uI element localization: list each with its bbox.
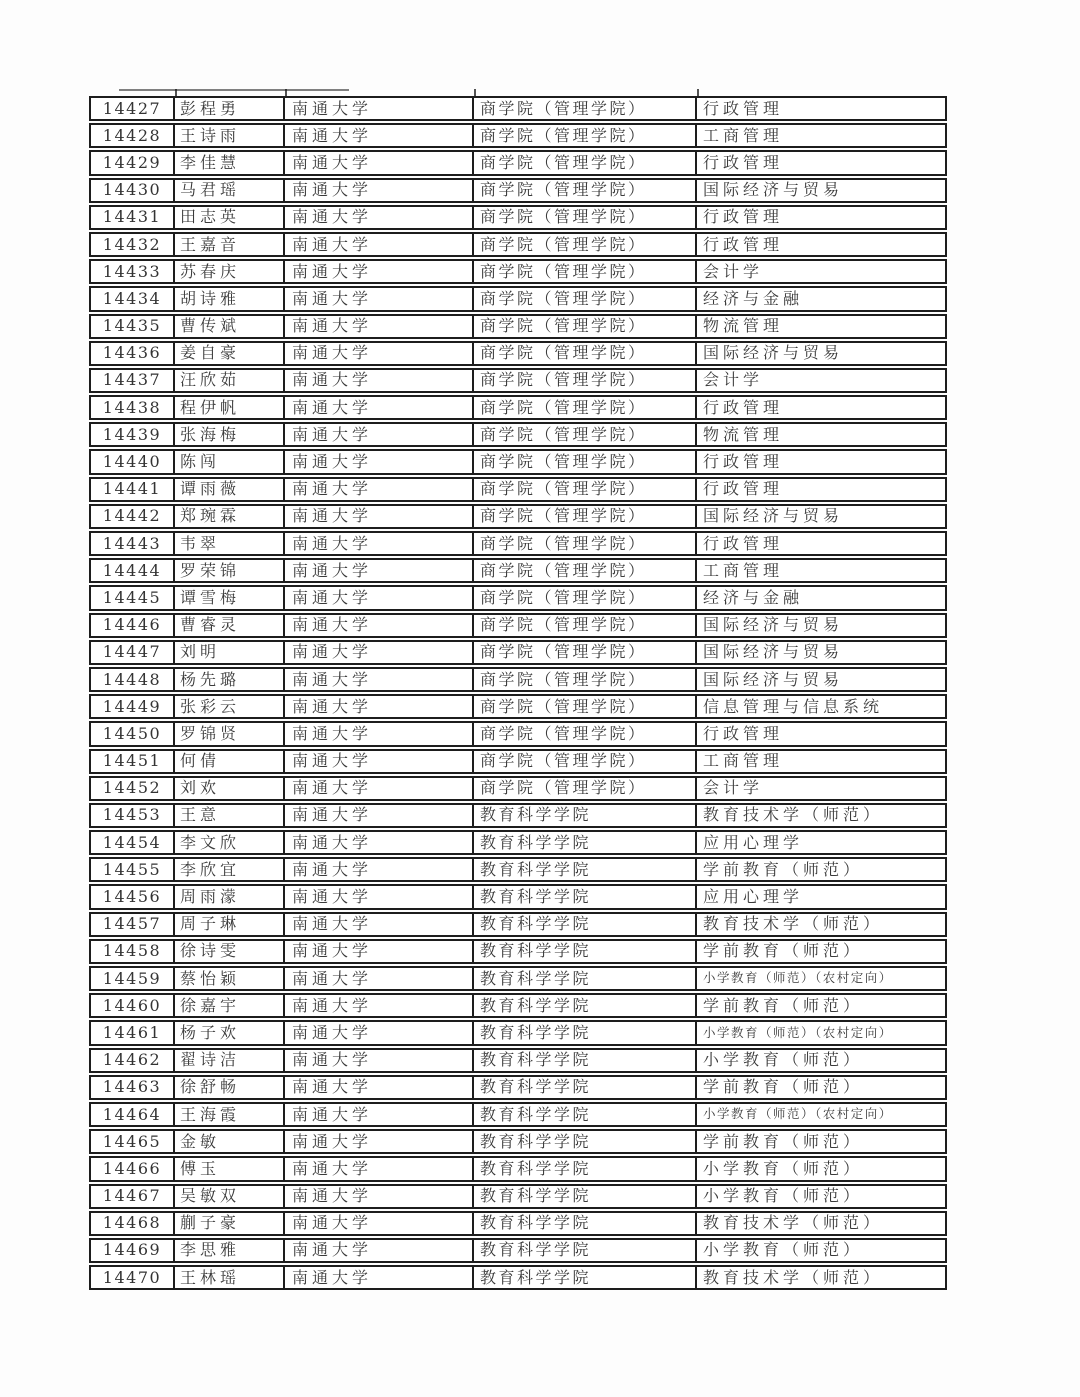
cell-candidate-id: 14439 <box>91 424 175 445</box>
table-row <box>89 422 947 447</box>
cell-candidate-id: 14435 <box>91 316 175 337</box>
cell-university: 南通大学 <box>285 1267 474 1288</box>
table-row <box>89 259 947 284</box>
cell-candidate-id: 14469 <box>91 1240 175 1261</box>
cell-major: 教育技术学（师范） <box>703 1267 884 1287</box>
cell-candidate-name: 徐诗雯 <box>175 941 285 962</box>
cell-candidate-id: 14441 <box>91 479 175 500</box>
cell-university: 南通大学 <box>285 560 474 581</box>
cell-college: 商学院（管理学院） <box>474 343 697 364</box>
cell-candidate-id: 14451 <box>91 751 175 772</box>
cell-college: 教育科学学院 <box>474 1267 697 1288</box>
cell-university: 南通大学 <box>285 642 474 663</box>
table-row <box>89 232 947 257</box>
cell-major: 国际经济与贸易 <box>703 669 844 689</box>
cell-college: 商学院（管理学院） <box>474 533 697 554</box>
admission-table <box>89 96 947 1292</box>
cell-major: 国际经济与贸易 <box>703 506 844 526</box>
cell-candidate-name: 韦翠 <box>175 533 285 554</box>
cell-major: 学前教育（师范） <box>703 995 864 1015</box>
cell-candidate-name: 张海梅 <box>175 424 285 445</box>
cell-candidate-name: 刘明 <box>175 642 285 663</box>
cell-candidate-name: 王海霞 <box>175 1104 285 1125</box>
cell-university: 南通大学 <box>285 533 474 554</box>
cell-major: 学前教育（师范） <box>703 1131 864 1151</box>
cell-candidate-name: 陈闯 <box>175 451 285 472</box>
cell-candidate-name: 徐嘉宇 <box>175 995 285 1016</box>
table-cutoff-stub <box>285 89 287 96</box>
cell-candidate-id: 14465 <box>91 1131 175 1152</box>
cell-university: 南通大学 <box>285 98 474 119</box>
cell-college: 教育科学学院 <box>474 1131 697 1152</box>
cell-candidate-id: 14432 <box>91 234 175 255</box>
cell-candidate-name: 曹传斌 <box>175 316 285 337</box>
cell-major: 国际经济与贸易 <box>703 642 844 662</box>
table-row <box>89 477 947 502</box>
cell-university: 南通大学 <box>285 1131 474 1152</box>
table-row <box>89 150 947 175</box>
cell-candidate-id: 14470 <box>91 1267 175 1288</box>
cell-college: 教育科学学院 <box>474 832 697 853</box>
table-row <box>89 721 947 746</box>
cell-major: 小学教育（师范）（农村定向） <box>703 1106 893 1122</box>
cell-college: 商学院（管理学院） <box>474 125 697 146</box>
cell-candidate-name: 周子琳 <box>175 914 285 935</box>
cell-major: 行政管理 <box>703 98 784 118</box>
table-row <box>89 912 947 937</box>
cell-candidate-name: 彭程勇 <box>175 98 285 119</box>
cell-major: 小学教育（师范） <box>703 1240 864 1260</box>
cell-major: 物流管理 <box>703 316 784 336</box>
cell-major: 行政管理 <box>703 152 784 172</box>
cell-candidate-id: 14442 <box>91 506 175 527</box>
cell-college: 商学院（管理学院） <box>474 207 697 228</box>
cell-candidate-id: 14453 <box>91 805 175 826</box>
table-row <box>89 966 947 991</box>
table-row <box>89 667 947 692</box>
table-row <box>89 341 947 366</box>
table-cutoff-stub <box>175 89 177 96</box>
cell-candidate-id: 14449 <box>91 696 175 717</box>
cell-major: 小学教育（师范） <box>703 1050 864 1070</box>
cell-candidate-name: 蔡怡颖 <box>175 968 285 989</box>
cell-college: 教育科学学院 <box>474 1050 697 1071</box>
cell-major: 应用心理学 <box>703 832 804 852</box>
cell-college: 商学院（管理学院） <box>474 370 697 391</box>
cell-major: 教育技术学（师范） <box>703 914 884 934</box>
cell-candidate-id: 14460 <box>91 995 175 1016</box>
cell-candidate-id: 14458 <box>91 941 175 962</box>
cell-university: 南通大学 <box>285 234 474 255</box>
cell-college: 教育科学学院 <box>474 1077 697 1098</box>
cell-university: 南通大学 <box>285 995 474 1016</box>
cell-college: 商学院（管理学院） <box>474 180 697 201</box>
cell-college: 商学院（管理学院） <box>474 316 697 337</box>
cell-candidate-id: 14429 <box>91 152 175 173</box>
table-row <box>89 123 947 148</box>
cell-college: 商学院（管理学院） <box>474 152 697 173</box>
cell-major: 行政管理 <box>703 723 784 743</box>
cell-major: 工商管理 <box>703 125 784 145</box>
cell-university: 南通大学 <box>285 968 474 989</box>
cell-major: 会计学 <box>703 370 764 390</box>
cell-candidate-id: 14459 <box>91 968 175 989</box>
cell-major: 学前教育（师范） <box>703 859 864 879</box>
table-row <box>89 449 947 474</box>
cell-major: 经济与金融 <box>703 587 804 607</box>
table-cutoff-stub <box>474 89 476 96</box>
cell-college: 教育科学学院 <box>474 968 697 989</box>
cell-university: 南通大学 <box>285 778 474 799</box>
cell-college: 教育科学学院 <box>474 995 697 1016</box>
cell-major: 学前教育（师范） <box>703 941 864 961</box>
cell-candidate-id: 14446 <box>91 615 175 636</box>
cell-university: 南通大学 <box>285 288 474 309</box>
cell-candidate-name: 王林瑶 <box>175 1267 285 1288</box>
table-row <box>89 694 947 719</box>
cell-candidate-id: 14428 <box>91 125 175 146</box>
cell-college: 商学院（管理学院） <box>474 288 697 309</box>
cell-candidate-name: 蒯子豪 <box>175 1213 285 1234</box>
cell-major: 教育技术学（师范） <box>703 1213 884 1233</box>
cell-major: 应用心理学 <box>703 887 804 907</box>
cell-major: 经济与金融 <box>703 288 804 308</box>
table-row <box>89 1102 947 1127</box>
cell-candidate-name: 翟诗洁 <box>175 1050 285 1071</box>
cell-candidate-name: 杨先璐 <box>175 669 285 690</box>
table-row <box>89 286 947 311</box>
cell-university: 南通大学 <box>285 914 474 935</box>
table-row <box>89 531 947 556</box>
cell-candidate-name: 谭雨薇 <box>175 479 285 500</box>
table-row <box>89 1129 947 1154</box>
table-row <box>89 585 947 610</box>
table-row <box>89 993 947 1018</box>
table-row <box>89 640 947 665</box>
cell-university: 南通大学 <box>285 1240 474 1261</box>
cell-candidate-name: 李佳慧 <box>175 152 285 173</box>
cell-college: 教育科学学院 <box>474 805 697 826</box>
cell-candidate-id: 14431 <box>91 207 175 228</box>
cell-university: 南通大学 <box>285 152 474 173</box>
table-row <box>89 504 947 529</box>
cell-candidate-name: 吴敏双 <box>175 1186 285 1207</box>
cell-candidate-id: 14456 <box>91 886 175 907</box>
table-row <box>89 1075 947 1100</box>
cell-candidate-id: 14454 <box>91 832 175 853</box>
cell-university: 南通大学 <box>285 669 474 690</box>
cell-major: 物流管理 <box>703 424 784 444</box>
cell-major: 信息管理与信息系统 <box>703 696 884 716</box>
cell-major: 行政管理 <box>703 452 784 472</box>
cell-major: 行政管理 <box>703 533 784 553</box>
cell-candidate-id: 14448 <box>91 669 175 690</box>
table-row <box>89 178 947 203</box>
cell-college: 教育科学学院 <box>474 886 697 907</box>
cell-candidate-name: 罗锦贤 <box>175 723 285 744</box>
cell-university: 南通大学 <box>285 751 474 772</box>
cell-university: 南通大学 <box>285 1213 474 1234</box>
cell-candidate-name: 李文欣 <box>175 832 285 853</box>
table-row <box>89 830 947 855</box>
cell-college: 商学院（管理学院） <box>474 615 697 636</box>
cell-candidate-id: 14468 <box>91 1213 175 1234</box>
cell-candidate-name: 汪欣茹 <box>175 370 285 391</box>
cell-candidate-id: 14427 <box>91 98 175 119</box>
cell-candidate-id: 14452 <box>91 778 175 799</box>
cell-major: 工商管理 <box>703 751 784 771</box>
cell-university: 南通大学 <box>285 180 474 201</box>
cell-candidate-id: 14438 <box>91 397 175 418</box>
cell-candidate-name: 马君瑶 <box>175 180 285 201</box>
cell-college: 教育科学学院 <box>474 859 697 880</box>
cell-university: 南通大学 <box>285 451 474 472</box>
cell-university: 南通大学 <box>285 370 474 391</box>
cell-candidate-name: 姜自豪 <box>175 343 285 364</box>
cell-candidate-id: 14444 <box>91 560 175 581</box>
table-row <box>89 749 947 774</box>
cell-candidate-id: 14462 <box>91 1050 175 1071</box>
cell-college: 教育科学学院 <box>474 1022 697 1043</box>
cell-major: 行政管理 <box>703 234 784 254</box>
table-row <box>89 1048 947 1073</box>
cell-major: 小学教育（师范）（农村定向） <box>703 1024 893 1040</box>
cell-university: 南通大学 <box>285 261 474 282</box>
cell-college: 商学院（管理学院） <box>474 506 697 527</box>
cell-university: 南通大学 <box>285 125 474 146</box>
cell-university: 南通大学 <box>285 723 474 744</box>
cell-candidate-id: 14437 <box>91 370 175 391</box>
table-row <box>89 368 947 393</box>
cell-candidate-name: 谭雪梅 <box>175 587 285 608</box>
cell-candidate-id: 14464 <box>91 1104 175 1125</box>
cell-candidate-id: 14443 <box>91 533 175 554</box>
cell-college: 教育科学学院 <box>474 941 697 962</box>
cell-major: 教育技术学（师范） <box>703 805 884 825</box>
table-row <box>89 857 947 882</box>
cell-major: 小学教育（师范）（农村定向） <box>703 970 893 986</box>
cell-college: 商学院（管理学院） <box>474 451 697 472</box>
cell-college: 商学院（管理学院） <box>474 424 697 445</box>
cell-major: 行政管理 <box>703 397 784 417</box>
cell-candidate-name: 田志英 <box>175 207 285 228</box>
cell-university: 南通大学 <box>285 1022 474 1043</box>
table-row <box>89 1211 947 1236</box>
cell-college: 商学院（管理学院） <box>474 723 697 744</box>
cell-university: 南通大学 <box>285 832 474 853</box>
cell-candidate-name: 胡诗雅 <box>175 288 285 309</box>
cell-major: 会计学 <box>703 261 764 281</box>
table-rows <box>89 96 947 1290</box>
cell-major: 工商管理 <box>703 560 784 580</box>
cell-university: 南通大学 <box>285 587 474 608</box>
table-row <box>89 1156 947 1181</box>
cell-university: 南通大学 <box>285 343 474 364</box>
cell-university: 南通大学 <box>285 1077 474 1098</box>
cell-candidate-id: 14436 <box>91 343 175 364</box>
table-row <box>89 314 947 339</box>
cell-college: 商学院（管理学院） <box>474 778 697 799</box>
cell-candidate-name: 杨子欢 <box>175 1022 285 1043</box>
cell-candidate-name: 何倩 <box>175 751 285 772</box>
cell-college: 商学院（管理学院） <box>474 98 697 119</box>
cell-major: 行政管理 <box>703 207 784 227</box>
cell-candidate-name: 刘欢 <box>175 778 285 799</box>
cell-candidate-id: 14467 <box>91 1186 175 1207</box>
cell-university: 南通大学 <box>285 207 474 228</box>
cell-candidate-id: 14430 <box>91 180 175 201</box>
cell-major: 学前教育（师范） <box>703 1077 864 1097</box>
cell-college: 商学院（管理学院） <box>474 642 697 663</box>
table-cutoff-stub <box>697 89 699 96</box>
cell-university: 南通大学 <box>285 316 474 337</box>
cell-candidate-name: 罗荣锦 <box>175 560 285 581</box>
table-row <box>89 1238 947 1263</box>
cell-university: 南通大学 <box>285 805 474 826</box>
cell-college: 商学院（管理学院） <box>474 261 697 282</box>
cell-university: 南通大学 <box>285 1158 474 1179</box>
table-row <box>89 558 947 583</box>
cell-college: 教育科学学院 <box>474 1104 697 1125</box>
cell-college: 教育科学学院 <box>474 1158 697 1179</box>
cell-university: 南通大学 <box>285 424 474 445</box>
cell-candidate-id: 14433 <box>91 261 175 282</box>
cell-candidate-name: 曹睿灵 <box>175 615 285 636</box>
table-row <box>89 96 947 121</box>
cell-university: 南通大学 <box>285 615 474 636</box>
cell-candidate-name: 王意 <box>175 805 285 826</box>
cell-university: 南通大学 <box>285 886 474 907</box>
cell-college: 商学院（管理学院） <box>474 587 697 608</box>
table-row <box>89 939 947 964</box>
cell-college: 教育科学学院 <box>474 914 697 935</box>
cell-major: 国际经济与贸易 <box>703 343 844 363</box>
cell-college: 教育科学学院 <box>474 1186 697 1207</box>
cell-candidate-id: 14455 <box>91 859 175 880</box>
cell-college: 商学院（管理学院） <box>474 234 697 255</box>
cell-college: 商学院（管理学院） <box>474 479 697 500</box>
cell-candidate-name: 王嘉音 <box>175 234 285 255</box>
table-row <box>89 776 947 801</box>
cell-candidate-name: 王诗雨 <box>175 125 285 146</box>
table-row <box>89 1020 947 1045</box>
table-row <box>89 395 947 420</box>
cell-college: 商学院（管理学院） <box>474 696 697 717</box>
cell-candidate-id: 14457 <box>91 914 175 935</box>
cell-major: 国际经济与贸易 <box>703 180 844 200</box>
cell-candidate-id: 14440 <box>91 451 175 472</box>
cell-university: 南通大学 <box>285 1186 474 1207</box>
table-row <box>89 884 947 909</box>
cell-major: 行政管理 <box>703 479 784 499</box>
cell-candidate-name: 周雨濛 <box>175 886 285 907</box>
table-cutoff-line <box>119 89 349 91</box>
cell-major: 会计学 <box>703 778 764 798</box>
cell-major: 国际经济与贸易 <box>703 615 844 635</box>
cell-college: 教育科学学院 <box>474 1213 697 1234</box>
cell-college: 商学院（管理学院） <box>474 669 697 690</box>
table-row <box>89 1184 947 1209</box>
cell-candidate-name: 张彩云 <box>175 696 285 717</box>
cell-university: 南通大学 <box>285 506 474 527</box>
cell-university: 南通大学 <box>285 941 474 962</box>
cell-candidate-name: 徐舒畅 <box>175 1077 285 1098</box>
cell-candidate-id: 14445 <box>91 587 175 608</box>
cell-college: 商学院（管理学院） <box>474 397 697 418</box>
cell-college: 商学院（管理学院） <box>474 560 697 581</box>
cell-college: 商学院（管理学院） <box>474 751 697 772</box>
table-row <box>89 803 947 828</box>
cell-candidate-name: 程伊帆 <box>175 397 285 418</box>
cell-candidate-name: 傅玉 <box>175 1158 285 1179</box>
cell-university: 南通大学 <box>285 859 474 880</box>
cell-major: 小学教育（师范） <box>703 1186 864 1206</box>
cell-candidate-id: 14434 <box>91 288 175 309</box>
cell-candidate-name: 苏春庆 <box>175 261 285 282</box>
cell-candidate-id: 14447 <box>91 642 175 663</box>
table-row <box>89 613 947 638</box>
cell-candidate-id: 14450 <box>91 723 175 744</box>
cell-university: 南通大学 <box>285 479 474 500</box>
cell-university: 南通大学 <box>285 397 474 418</box>
cell-candidate-name: 李欣宜 <box>175 859 285 880</box>
cell-university: 南通大学 <box>285 1104 474 1125</box>
table-row <box>89 205 947 230</box>
cell-candidate-id: 14463 <box>91 1077 175 1098</box>
cell-university: 南通大学 <box>285 1050 474 1071</box>
cell-candidate-id: 14466 <box>91 1158 175 1179</box>
cell-candidate-name: 金敏 <box>175 1131 285 1152</box>
table-row <box>89 1265 947 1290</box>
cell-candidate-name: 李思雅 <box>175 1240 285 1261</box>
cell-candidate-id: 14461 <box>91 1022 175 1043</box>
cell-candidate-name: 郑琬霖 <box>175 506 285 527</box>
cell-university: 南通大学 <box>285 696 474 717</box>
cell-major: 小学教育（师范） <box>703 1158 864 1178</box>
cell-college: 教育科学学院 <box>474 1240 697 1261</box>
